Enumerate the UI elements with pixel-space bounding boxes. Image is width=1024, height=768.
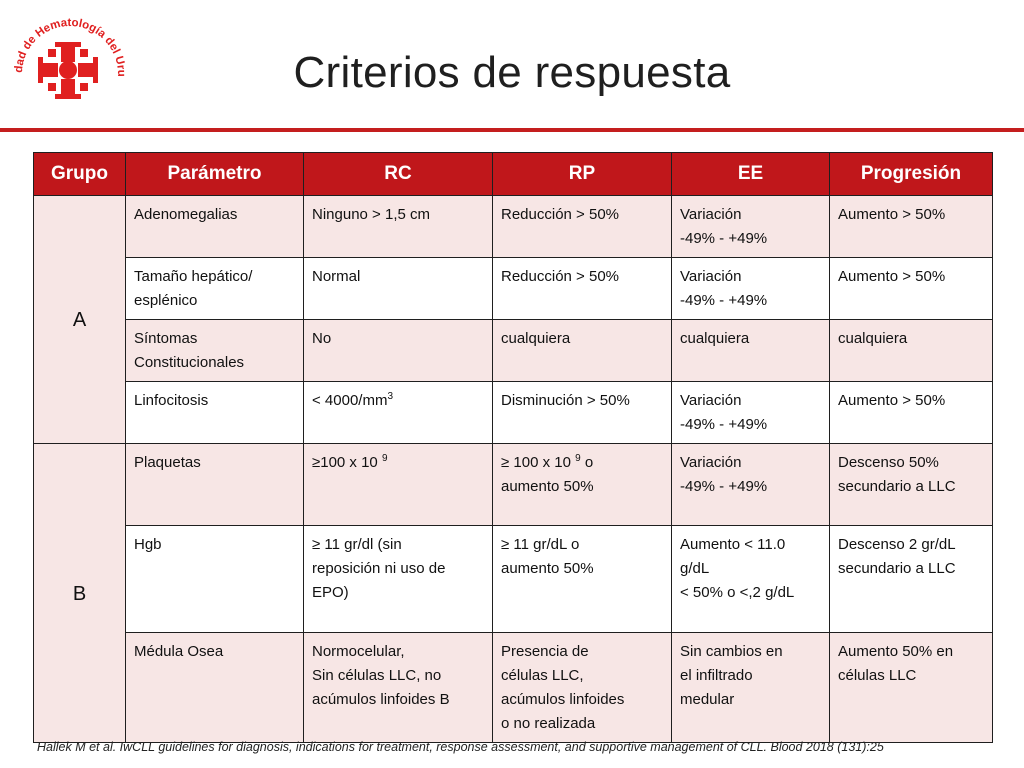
cell-parametro: Tamaño hepático/ esplénico (126, 258, 304, 320)
cell-rp: cualquiera (493, 320, 672, 382)
response-criteria-table (33, 152, 993, 743)
cell-rc: Normocelular, Sin células LLC, no acúmulos linfoides B (304, 633, 493, 743)
group-cell-a: A (34, 196, 126, 444)
cell-ee: cualquiera (672, 320, 830, 382)
cell-rp: ≥ 11 gr/dL o aumento 50% (493, 526, 672, 633)
page-title: Criterios de respuesta (293, 48, 731, 97)
cell-ee: Aumento < 11.0 g/dL < 50% o <,2 g/dL (672, 526, 830, 633)
table-row (34, 258, 993, 320)
cell-rc: Normal (304, 258, 493, 320)
reference-citation: Hallek M et al. IwCLL guidelines for diagnosis, indications for treatment, response assessment, and supportive management of CLL. Blood 2018 (131):25 (37, 740, 884, 754)
cell-progresion: cualquiera (830, 320, 993, 382)
cell-rc: Ninguno > 1,5 cm (304, 196, 493, 258)
cell-progresion: Aumento > 50% (830, 258, 993, 320)
cell-ee: Variación -49% - +49% (672, 196, 830, 258)
column-header-ee: EE (672, 153, 830, 196)
cell-rc: No (304, 320, 493, 382)
column-header-parametro: Parámetro (126, 153, 304, 196)
table-row (34, 444, 993, 526)
column-header-rp: RP (493, 153, 672, 196)
cell-ee: Variación -49% - +49% (672, 382, 830, 444)
column-header-grupo: Grupo (34, 153, 126, 196)
cell-parametro: Linfocitosis (126, 382, 304, 444)
cell-progresion: Aumento > 50% (830, 382, 993, 444)
cell-rp: Reducción > 50% (493, 258, 672, 320)
table-row (34, 196, 993, 258)
cell-rp: Presencia de células LLC, acúmulos linfoides o no realizada (493, 633, 672, 743)
cell-ee: Sin cambios en el infiltrado medular (672, 633, 830, 743)
cell-parametro: Adenomegalias (126, 196, 304, 258)
cell-rc: ≥ 11 gr/dl (sin reposición ni uso de EPO) (304, 526, 493, 633)
cell-progresion: Descenso 50% secundario a LLC (830, 444, 993, 526)
table-row (34, 633, 993, 743)
cell-parametro: Plaquetas (126, 444, 304, 526)
group-cell-b: B (34, 444, 126, 743)
table-row (34, 320, 993, 382)
cell-ee: Variación -49% - +49% (672, 258, 830, 320)
cell-ee: Variación -49% - +49% (672, 444, 830, 526)
cell-parametro: Síntomas Constitucionales (126, 320, 304, 382)
table-header-row (34, 153, 993, 196)
cell-parametro: Hgb (126, 526, 304, 633)
title-divider (0, 128, 1024, 132)
cell-progresion: Aumento > 50% (830, 196, 993, 258)
cell-rc: ≥100 x 10 $^9$ (304, 444, 493, 526)
table-row (34, 382, 993, 444)
column-header-rc: RC (304, 153, 493, 196)
cell-parametro: Médula Osea (126, 633, 304, 743)
cell-rc: < $4000/mm^3$ (304, 382, 493, 444)
table-row (34, 526, 993, 633)
cell-rp: ≥ 100 x 10 $^9$ o aumento 50% (493, 444, 672, 526)
svg-text:Sociedad de Hematología del Ur: dad de Hematología del Uru (12, 16, 128, 77)
cell-rp: Disminución > 50% (493, 382, 672, 444)
column-header-progresion: Progresión (830, 153, 993, 196)
cell-rp: Reducción > 50% (493, 196, 672, 258)
cell-progresion: Descenso 2 gr/dL secundario a LLC (830, 526, 993, 633)
cell-progresion: Aumento 50% en células LLC (830, 633, 993, 743)
